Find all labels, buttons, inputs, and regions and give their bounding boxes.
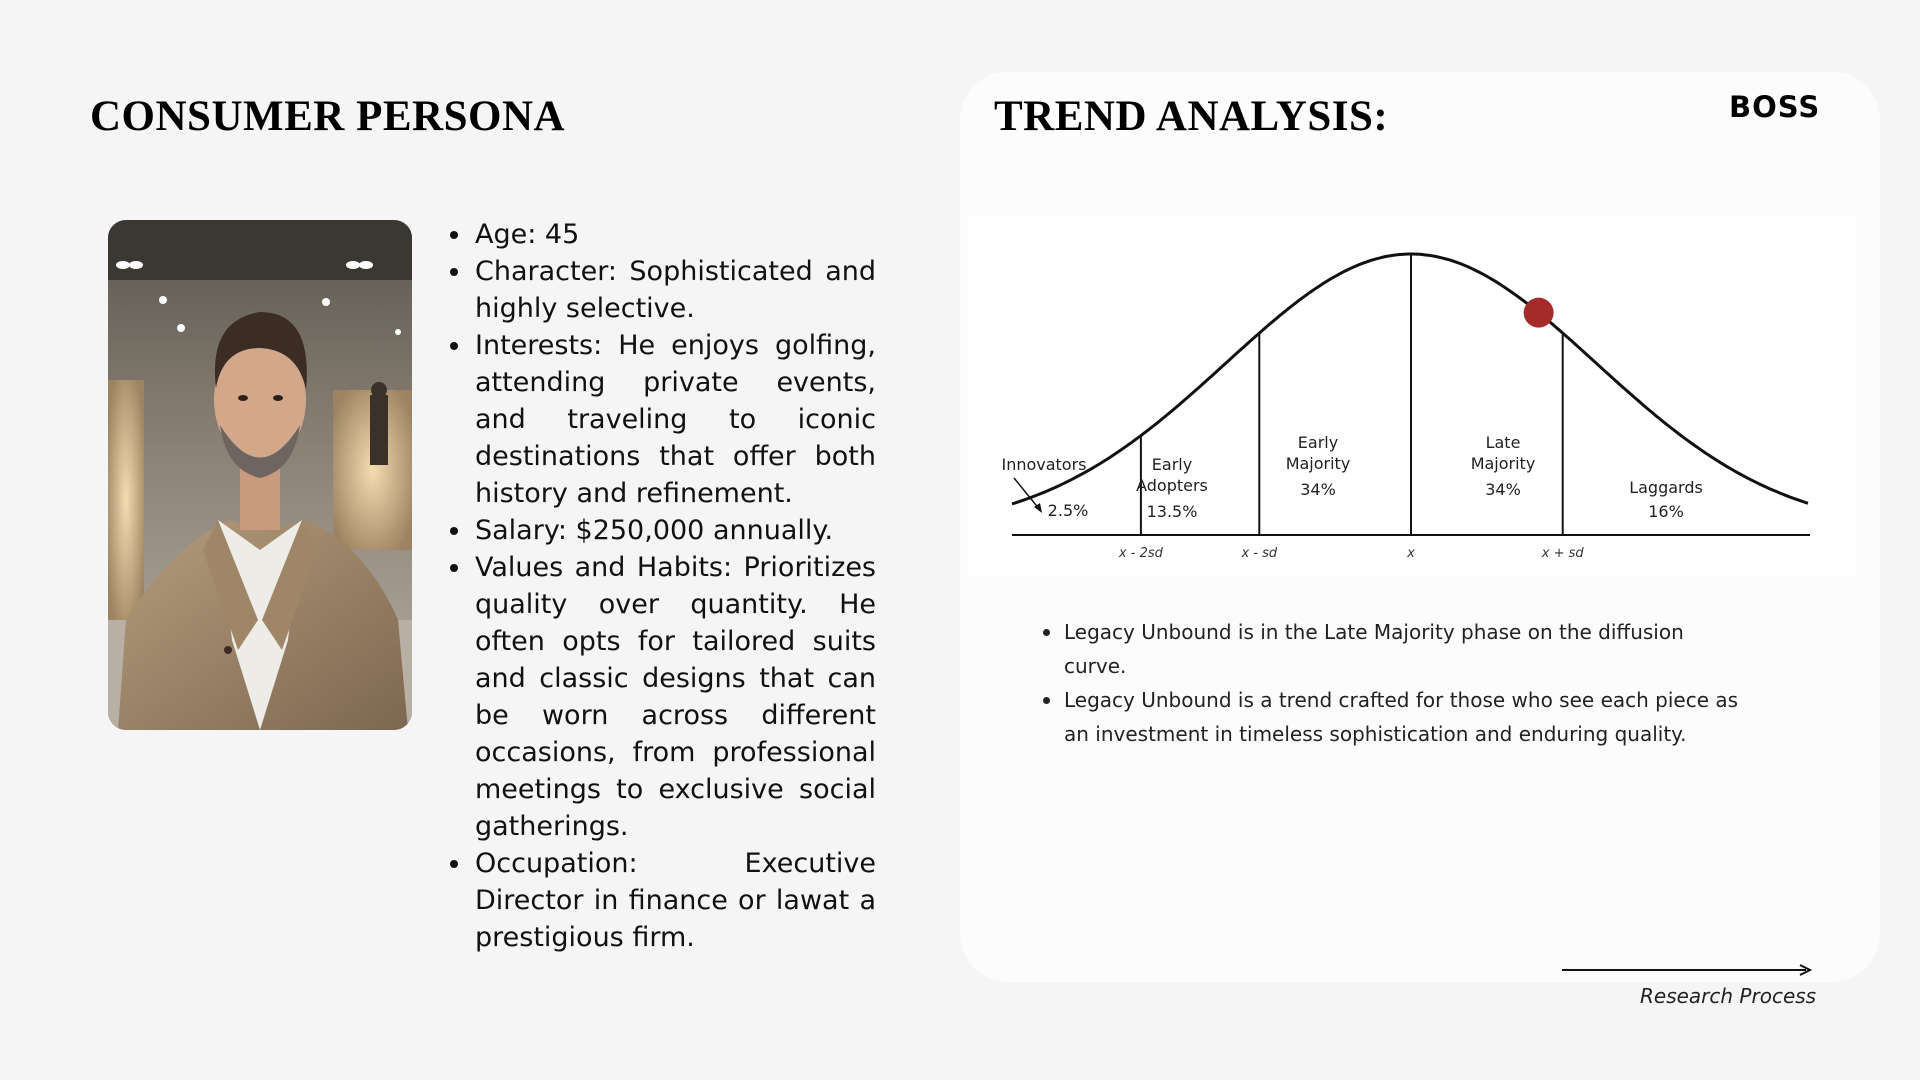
- segment-label: Early: [1297, 433, 1339, 452]
- segment-value: 16%: [1648, 502, 1684, 521]
- trend-title: TREND ANALYSIS:: [994, 93, 1389, 140]
- persona-character: Character: Sophisticated and highly selective.: [448, 253, 876, 327]
- segment-value: 2.5%: [1047, 501, 1089, 520]
- segment-label: Late: [1485, 433, 1521, 452]
- segment-label: Majority: [1470, 454, 1536, 473]
- segment-label: Majority: [1285, 454, 1351, 473]
- persona-title: CONSUMER PERSONA: [90, 93, 566, 140]
- segment-label: Laggards: [1629, 478, 1703, 497]
- persona-interests: Interests: He enjoys golfing, attending private events, and traveling to iconic destinations that offer both history and refinement.: [448, 327, 876, 512]
- arrow-right-icon[interactable]: [1560, 964, 1812, 976]
- current-phase-marker: [1524, 298, 1554, 328]
- diffusion-curve-chart: [968, 216, 1856, 576]
- persona-age: Age: 45: [448, 216, 876, 253]
- persona-portrait-image: [108, 220, 412, 730]
- brand-logo: BOSS: [1729, 90, 1821, 124]
- x-tick-label: x + sd: [1541, 546, 1584, 561]
- persona-salary: Salary: $250,000 annually.: [448, 512, 876, 549]
- segment-label: Early: [1151, 455, 1193, 474]
- segment-value: 13.5%: [1146, 502, 1198, 521]
- x-tick-label: x - sd: [1241, 546, 1278, 561]
- segment-label: Adopters: [1136, 476, 1208, 495]
- trend-note-description: Legacy Unbound is a trend crafted for those who see each piece as an investment in timeless sophistication and enduring quality.: [1040, 683, 1740, 751]
- persona-values-habits: Values and Habits: Prioritizes quality over quantity. He often opts for tailored suits and classic designs that can be worn across different occasions, from professional meetings to exclusive social gatherings.: [448, 549, 876, 845]
- persona-details-list: [448, 216, 876, 956]
- diffusion-curve-svg: [968, 216, 1856, 576]
- segment-label: Innovators: [1001, 455, 1087, 474]
- x-tick-label: x - 2sd: [1118, 546, 1163, 561]
- research-process-link[interactable]: Research Process: [1640, 984, 1817, 1008]
- segment-value: 34%: [1300, 480, 1336, 499]
- persona-occupation: Occupation: Executive Director in finance or lawat a prestigious firm.: [448, 845, 876, 956]
- x-tick-label: x: [1407, 546, 1415, 561]
- trend-notes-list: [1040, 615, 1740, 751]
- trend-note-phase: Legacy Unbound is in the Late Majority phase on the diffusion curve.: [1040, 615, 1740, 683]
- segment-value: 34%: [1485, 480, 1521, 499]
